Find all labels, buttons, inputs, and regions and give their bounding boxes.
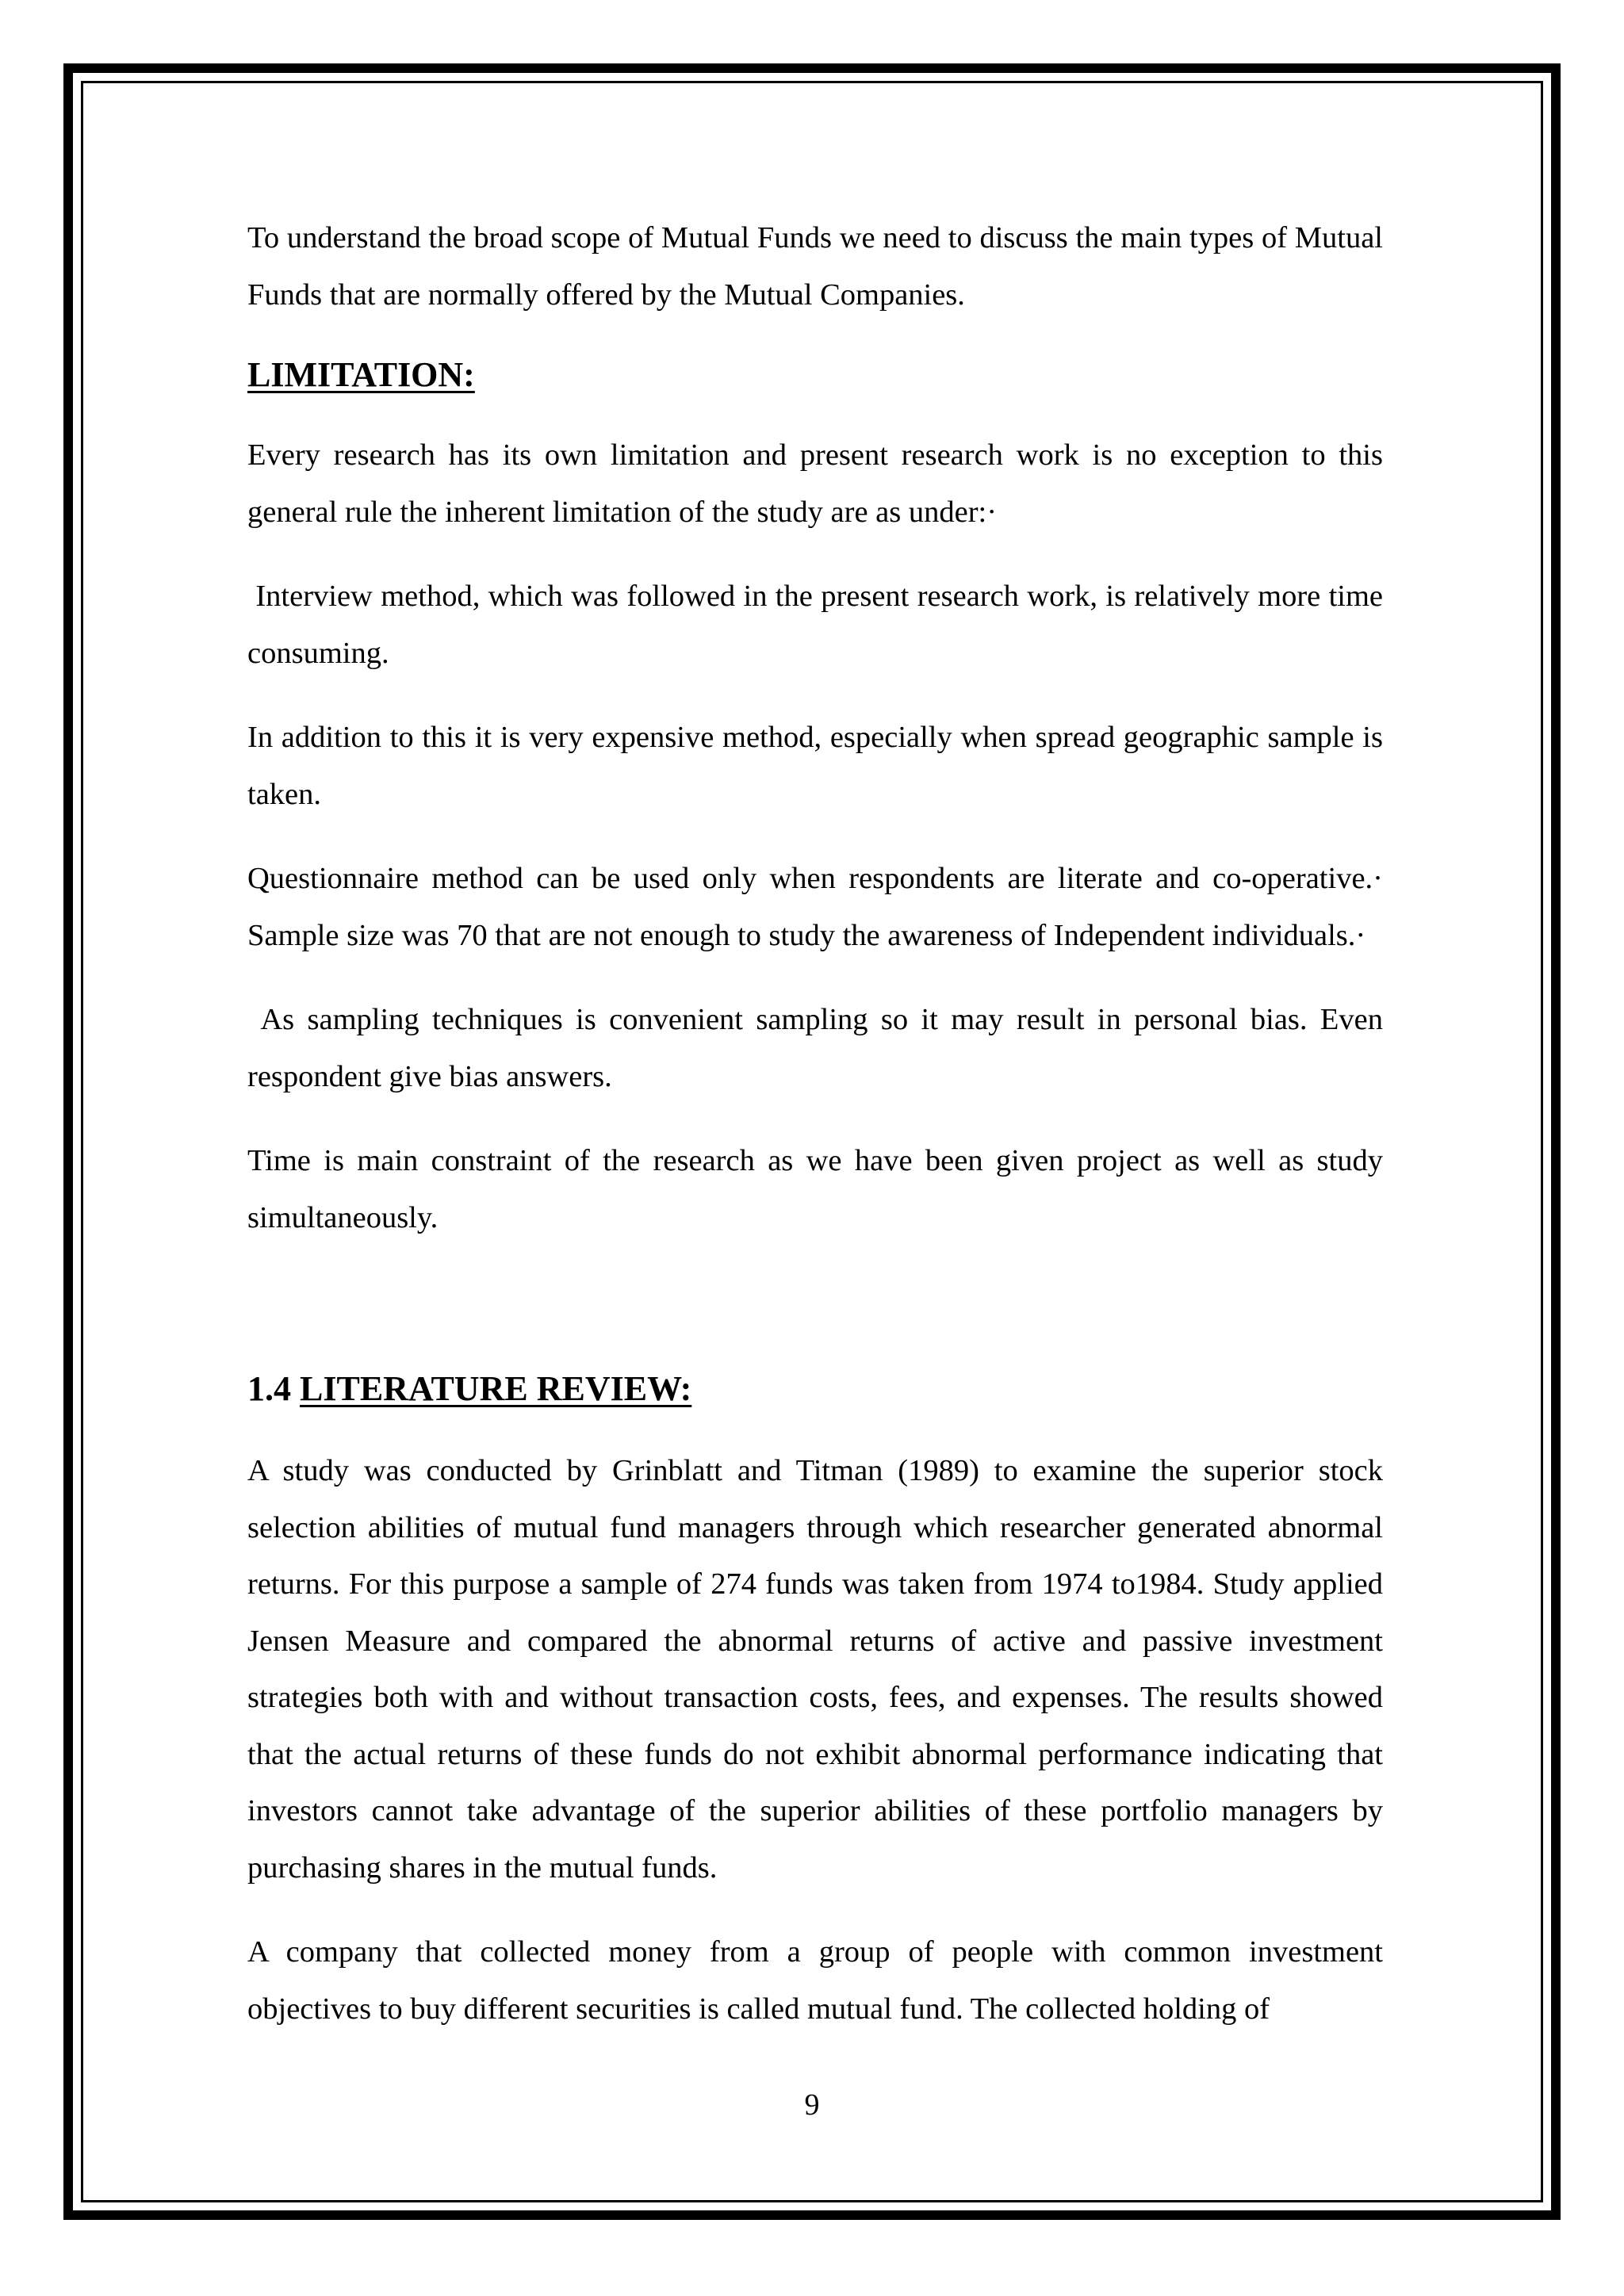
literature-paragraph-2: A company that collected money from a group of people with common investment objectives to buy different securities is called mutual fund. The collected holding of: [247, 1935, 1383, 2026]
document-body: [247, 210, 1383, 2065]
limitation-heading-text: LIMITATION:: [247, 355, 475, 394]
section-number: 1.4: [247, 1369, 291, 1408]
limitation-paragraph-1: Every research has its own limitation and present research work is no exception to this general rule the inherent limitation of the study are as under:·: [247, 438, 1383, 529]
limitation-paragraph-5: As sampling techniques is convenient sampling so it may result in personal bias. Even respondent give bias answers.: [247, 1003, 1383, 1093]
literature-paragraph-1: A study was conducted by Grinblatt and Titman (1989) to examine the superior stock selection abilities of mutual fund managers through which researcher generated abnormal returns. For this purpose a sample of 274 funds was taken from 1974 to1984. Study applied Jensen Measure and compared the abnormal returns of active and passive investment strategies both with and without transaction costs, fees, and expenses. The results showed that the actual returns of these funds do not exhibit abnormal performance indicating that investors cannot take advantage of the superior abilities of these portfolio managers by purchasing shares in the mutual funds.: [247, 1454, 1383, 1885]
limitation-paragraph-3: In addition to this it is very expensive method, especially when spread geographic sample is taken.: [247, 721, 1383, 811]
limitation-paragraph-6: Time is main constraint of the research as we have been given project as well as study simultaneously.: [247, 1144, 1383, 1234]
literature-review-heading: [247, 1365, 1383, 1413]
page-number: 9: [804, 2088, 820, 2122]
limitation-paragraph-2: Interview method, which was followed in the present research work, is relatively more time consuming.: [247, 580, 1383, 670]
literature-review-heading-text: LITERATURE REVIEW:: [300, 1369, 692, 1408]
limitation-paragraph-4: Questionnaire method can be used only when respondents are literate and co-operative.· Sample size was 70 that are not enough to study the awareness of Independent individuals.·: [247, 862, 1383, 952]
intro-paragraph: To understand the broad scope of Mutual Funds we need to discuss the main types of Mutual Funds that are normally offered by the Mutual Companies.: [247, 221, 1383, 312]
limitation-heading: [247, 351, 1383, 399]
